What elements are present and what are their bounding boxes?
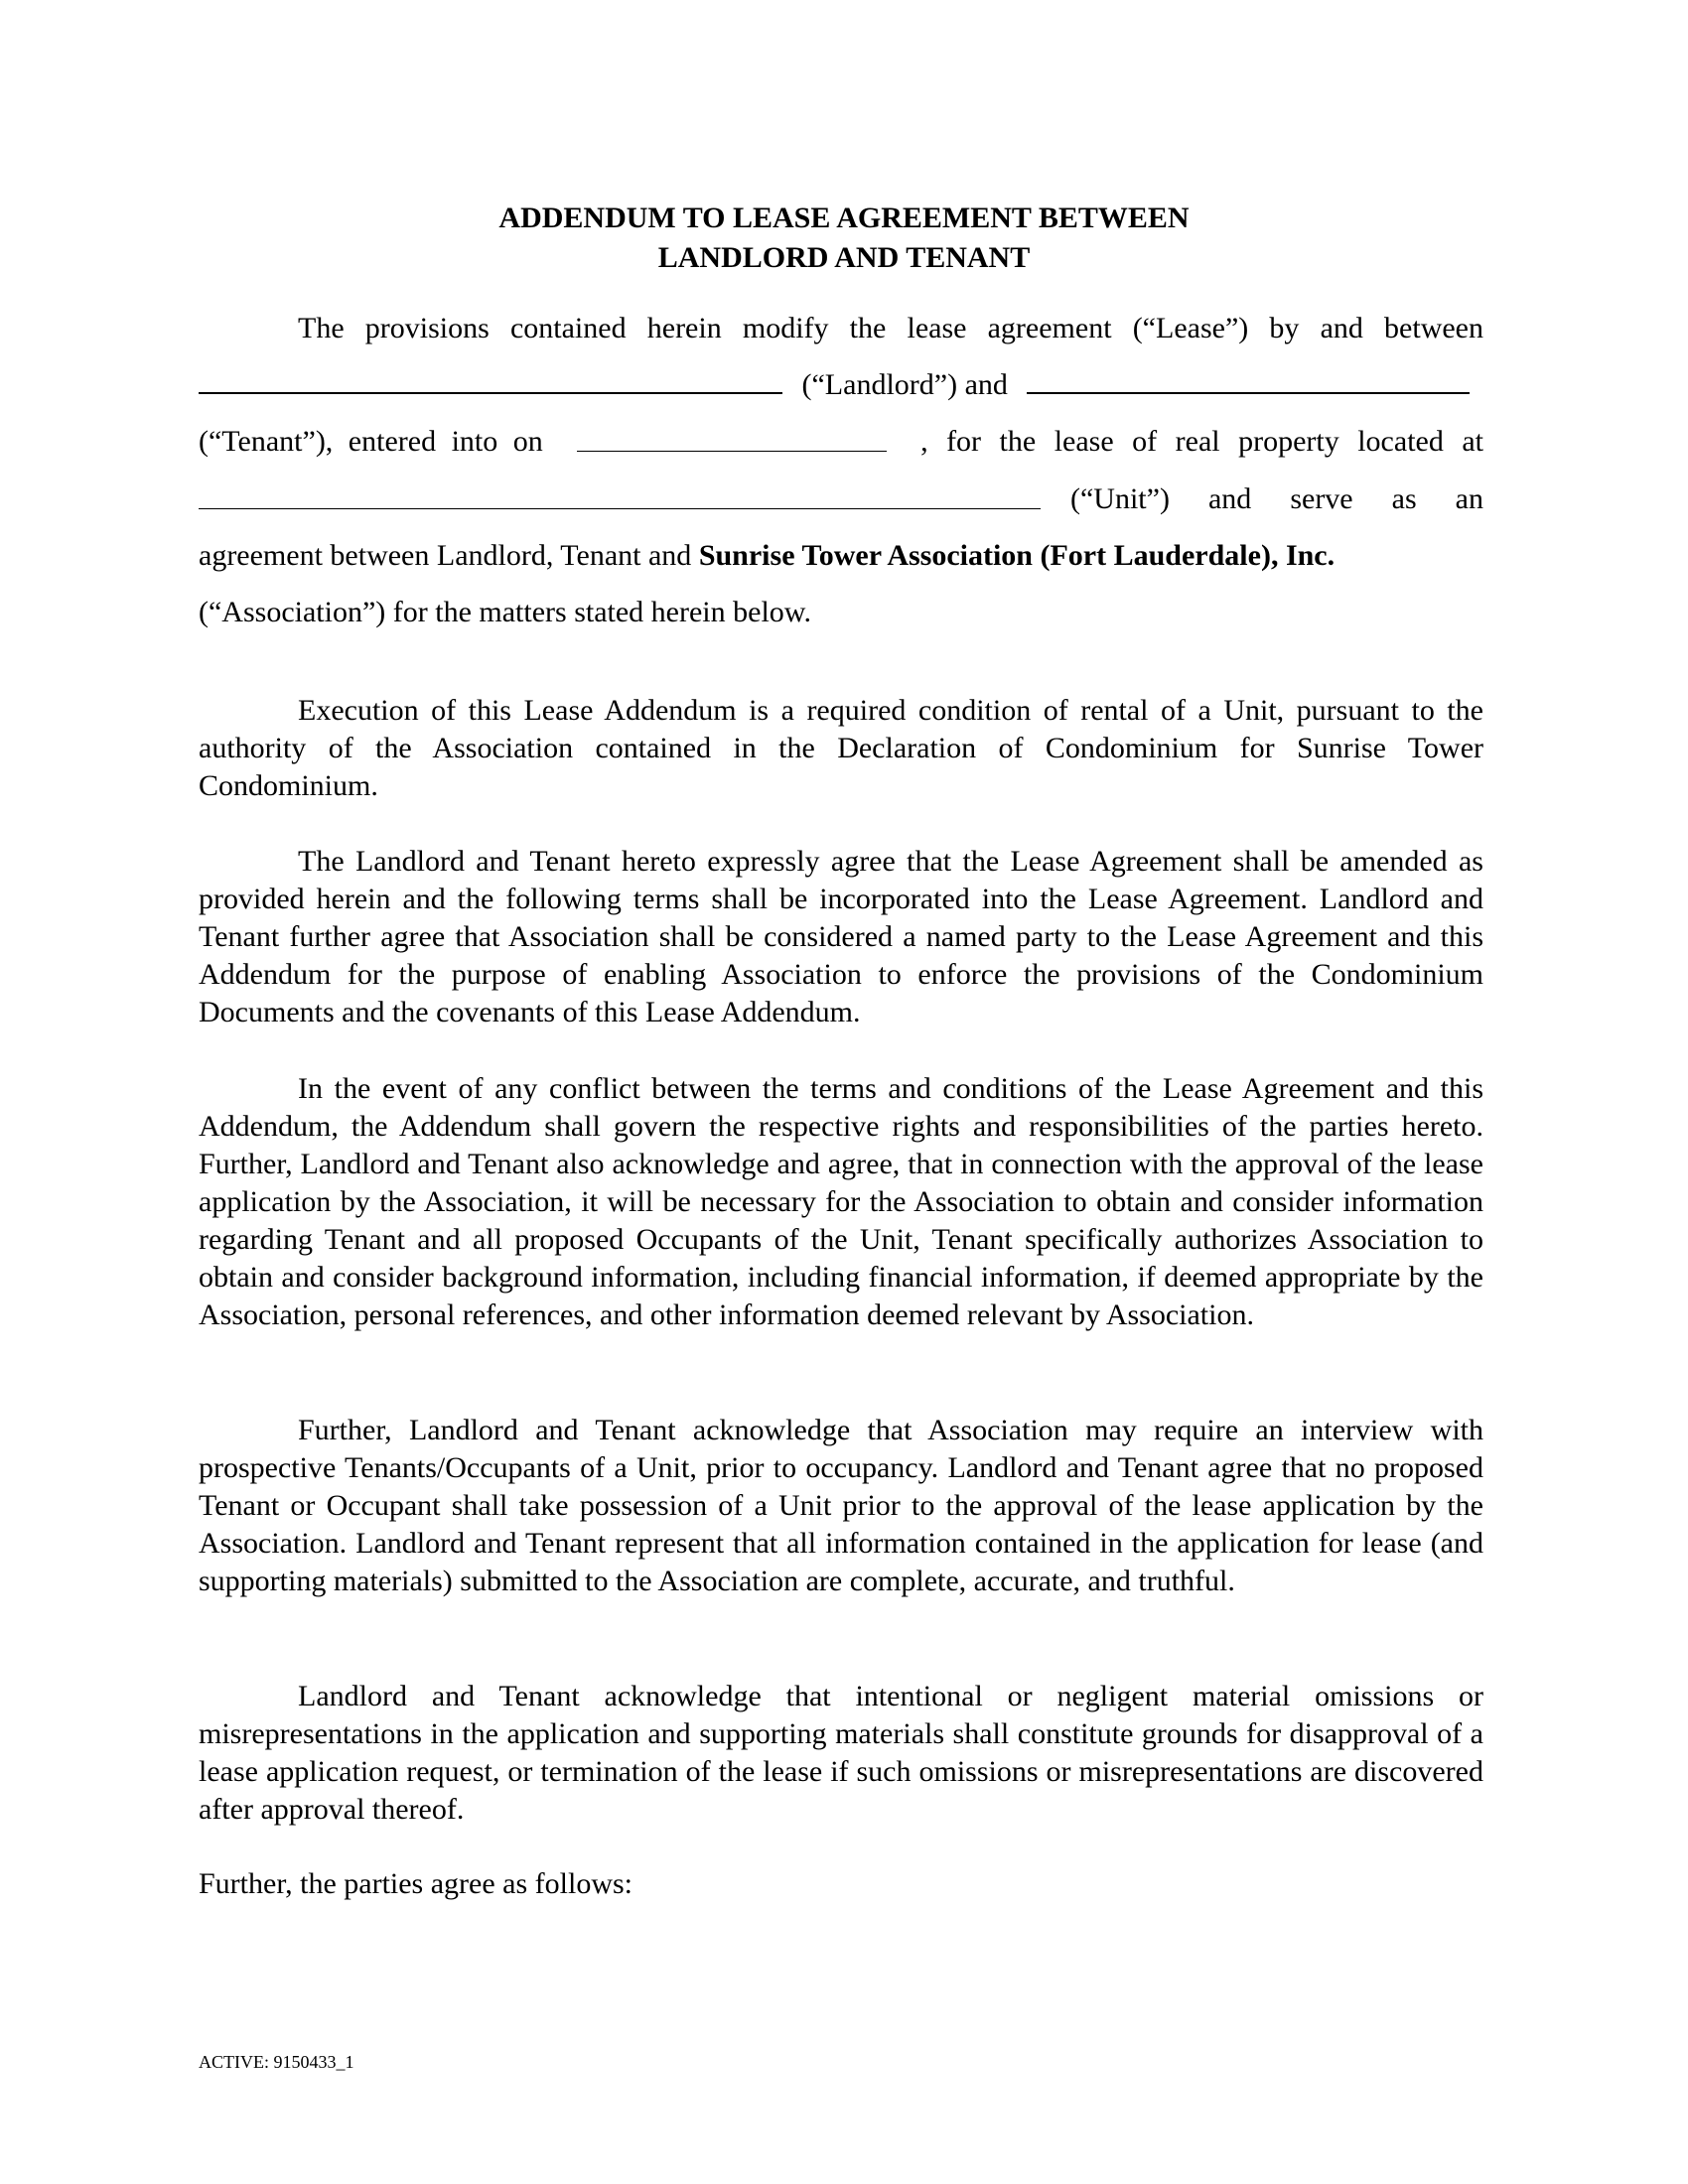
title-line-2: LANDLORD AND TENANT	[657, 241, 1031, 274]
document-id-footer: ACTIVE: 9150433_1	[199, 2052, 354, 2072]
document-title	[0, 199, 1688, 278]
property-address-blank[interactable]	[199, 507, 1041, 509]
association-label: (“Association”) for the matters stated herein below.	[199, 596, 811, 628]
closing-line: Further, the parties agree as follows:	[199, 1867, 633, 1900]
agreement-between-text: agreement between Landlord, Tenant and	[199, 539, 692, 572]
paragraph-misrepresentation: Landlord and Tenant acknowledge that intentional or negligent material omissions or misrepresentations in the application and supporting materials shall constitute grounds for disapproval of a lease application request, or termination of the lease if such omissions or misrepresentations are discovered after approval thereof.	[199, 1680, 1483, 1826]
paragraph-interview: Further, Landlord and Tenant acknowledge that Association may require an interview with prospective Tenants/Occupants of a Unit, prior to occupancy. Landlord and Tenant agree that no proposed Tenant or Occupant shall take possession of a Unit prior to the approval of the lease application by the Association. Landlord and Tenant represent that all information contained in the application for lease (and supporting materials) submitted to the Association are complete, accurate, and truthful.	[199, 1414, 1483, 1597]
landlord-label: (“Landlord”) and	[801, 368, 1008, 401]
intro-line-5	[199, 538, 1483, 574]
intro-line-2	[199, 367, 1483, 403]
paragraph-amendment: The Landlord and Tenant hereto expressly agree that the Lease Agreement shall be amended as provided herein and the following terms shall be incorporated into the Lease Agreement. Landlord and Tenant further agree that Association shall be considered a named party to the Lease Agreement and this Addendum for the purpose of enabling Association to enforce the provisions of the Condominium Documents and the covenants of this Lease Addendum.	[199, 845, 1483, 1028]
tenant-name-blank[interactable]	[1027, 391, 1470, 394]
lease-date-blank[interactable]	[577, 450, 887, 452]
title-line-1: ADDENDUM TO LEASE AGREEMENT BETWEEN	[498, 202, 1190, 234]
intro-line-3	[199, 424, 1483, 460]
paragraph-conflict: In the event of any conflict between the terms and conditions of the Lease Agreement and this Addendum, the Addendum shall govern the respective rights and responsibilities of the parties hereto. Further, Landlord and Tenant also acknowledge and agree, that in connection with the approval of the lease application by the Association, it will be necessary for the Association to obtain and consider information regarding Tenant and all proposed Occupants of the Unit, Tenant specifically authorizes Association to obtain and consider background information, including financial information, if deemed appropriate by the Association, personal references, and other information deemed relevant by Association.	[199, 1072, 1483, 1331]
unit-label: (“Unit”) and serve as an	[1070, 482, 1483, 515]
intro-line-1: The provisions contained herein modify the lease agreement (“Lease”) by and between	[298, 312, 1483, 344]
landlord-name-blank[interactable]	[199, 391, 782, 394]
paragraph-execution: Execution of this Lease Addendum is a required condition of rental of a Unit, pursuant to the authority of the Association contained in the Declaration of Condominium for Sunrise Tower Condominium.	[199, 694, 1483, 802]
association-name: Sunrise Tower Association (Fort Lauderdale), Inc.	[698, 539, 1336, 572]
intro-line-4	[199, 481, 1483, 517]
lease-of-label: , for the lease of real property located at	[920, 425, 1483, 458]
tenant-label: (“Tenant”), entered into on	[199, 425, 543, 458]
